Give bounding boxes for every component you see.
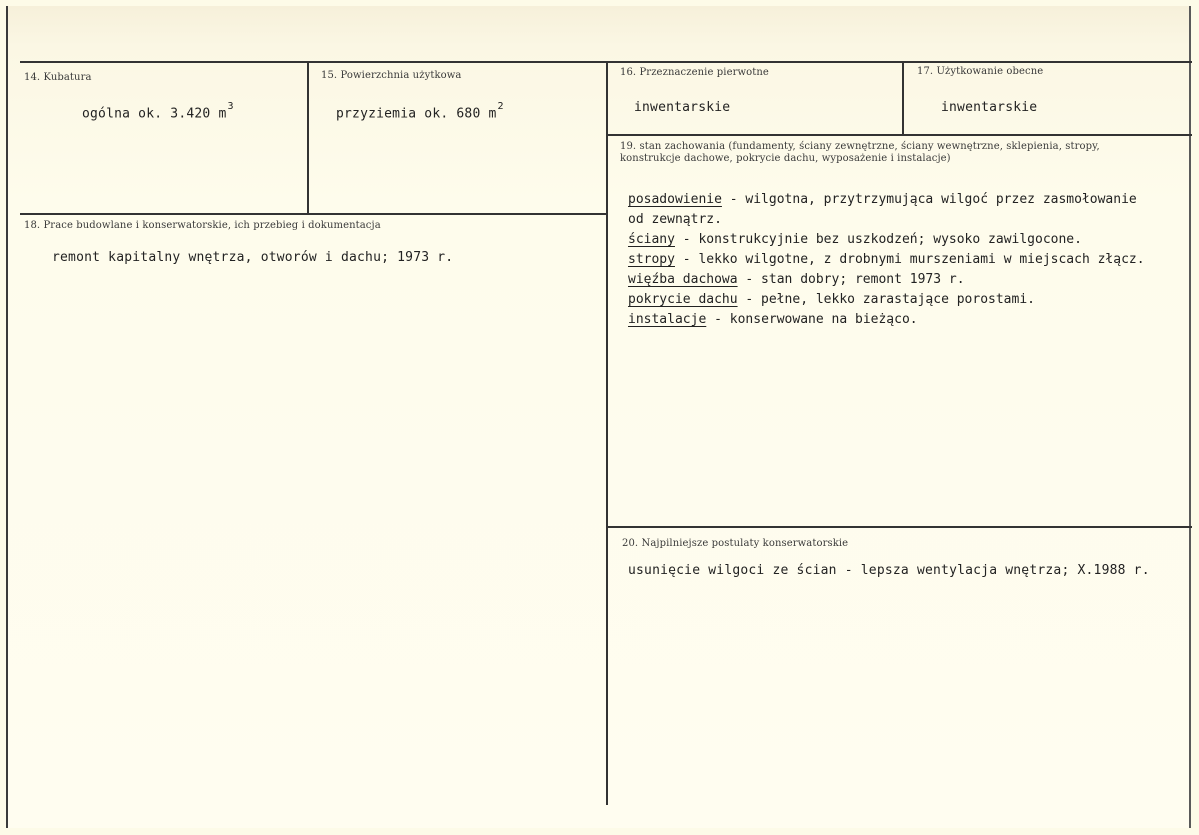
field-15-value [336,101,504,122]
field-20-label: 20. Najpilniejsze postulaty konserwatorskie [622,538,849,549]
field-15-label: 15. Powierzchnia użytkowa [321,70,462,81]
entry-text: - konstrukcyjnie bez uszkodzeń; wysoko zawilgocone. [674,232,1082,247]
entry-text: - konserwowane na bieżąco. [706,312,918,327]
field-14-label: 14. Kubatura [24,72,92,83]
field-14-text: ogólna ok. 3.420 m [82,106,227,122]
entry-term: instalacje [628,312,707,327]
entry-term: stropy [628,252,675,267]
field-19-entry [628,272,965,287]
field-17-label: 17. Użytkowanie obecne [917,66,1044,77]
field-16-label: 16. Przeznaczenie pierwotne [620,67,769,78]
entry-term: pokrycie dachu [628,292,738,307]
rule-under-16-17 [608,134,1192,136]
field-18-value: remont kapitalny wnętrza, otworów i dachu; 1973 r. [52,250,454,265]
field-17-value: inwentarskie [941,100,1038,115]
entry-term: posadowienie [628,192,722,207]
field-19-entry [628,312,918,327]
field-14-unit-exponent: 3 [227,101,234,112]
rule-under-14-15 [20,213,608,215]
field-19-entry [628,212,722,227]
divider-14-15 [307,63,309,215]
entry-term: ściany [628,232,675,247]
record-card [6,6,1191,828]
entry-text: od zewnątrz. [628,212,722,227]
entry-text: - wilgotna, przytrzymująca wilgoć przez zasmołowanie [721,192,1137,207]
field-19-entry [628,192,1137,207]
entry-text: - lekko wilgotne, z drobnymi murszeniami w miejscach złącz. [674,252,1145,267]
field-19-entry [628,252,1145,267]
field-19-entry [628,232,1082,247]
field-19-label: 19. stan zachowania (fundamenty, ściany zewnętrzne, ściany wewnętrzne, sklepienia, stropy, konstrukcje dachowe, pokrycie dachu, wyposażenie i instalacje) [620,141,1100,164]
field-18-label: 18. Prace budowlane i konserwatorskie, ich przebieg i dokumentacja [24,220,381,231]
divider-15-16 [606,63,608,805]
field-14-value [82,101,234,122]
field-15-unit-exponent: 2 [497,101,504,112]
field-16-value: inwentarskie [634,100,731,115]
divider-16-17 [902,63,904,135]
entry-term: więźba dachowa [628,272,738,287]
entry-text: - pełne, lekko zarastające porostami. [737,292,1035,307]
entry-text: - stan dobry; remont 1973 r. [737,272,965,287]
rule-above-20 [608,526,1192,528]
field-20-value: usunięcie wilgoci ze ścian - lepsza wentylacja wnętrza; X.1988 r. [628,563,1150,578]
field-19-entry [628,292,1035,307]
field-15-text: przyziemia ok. 680 m [336,106,497,122]
